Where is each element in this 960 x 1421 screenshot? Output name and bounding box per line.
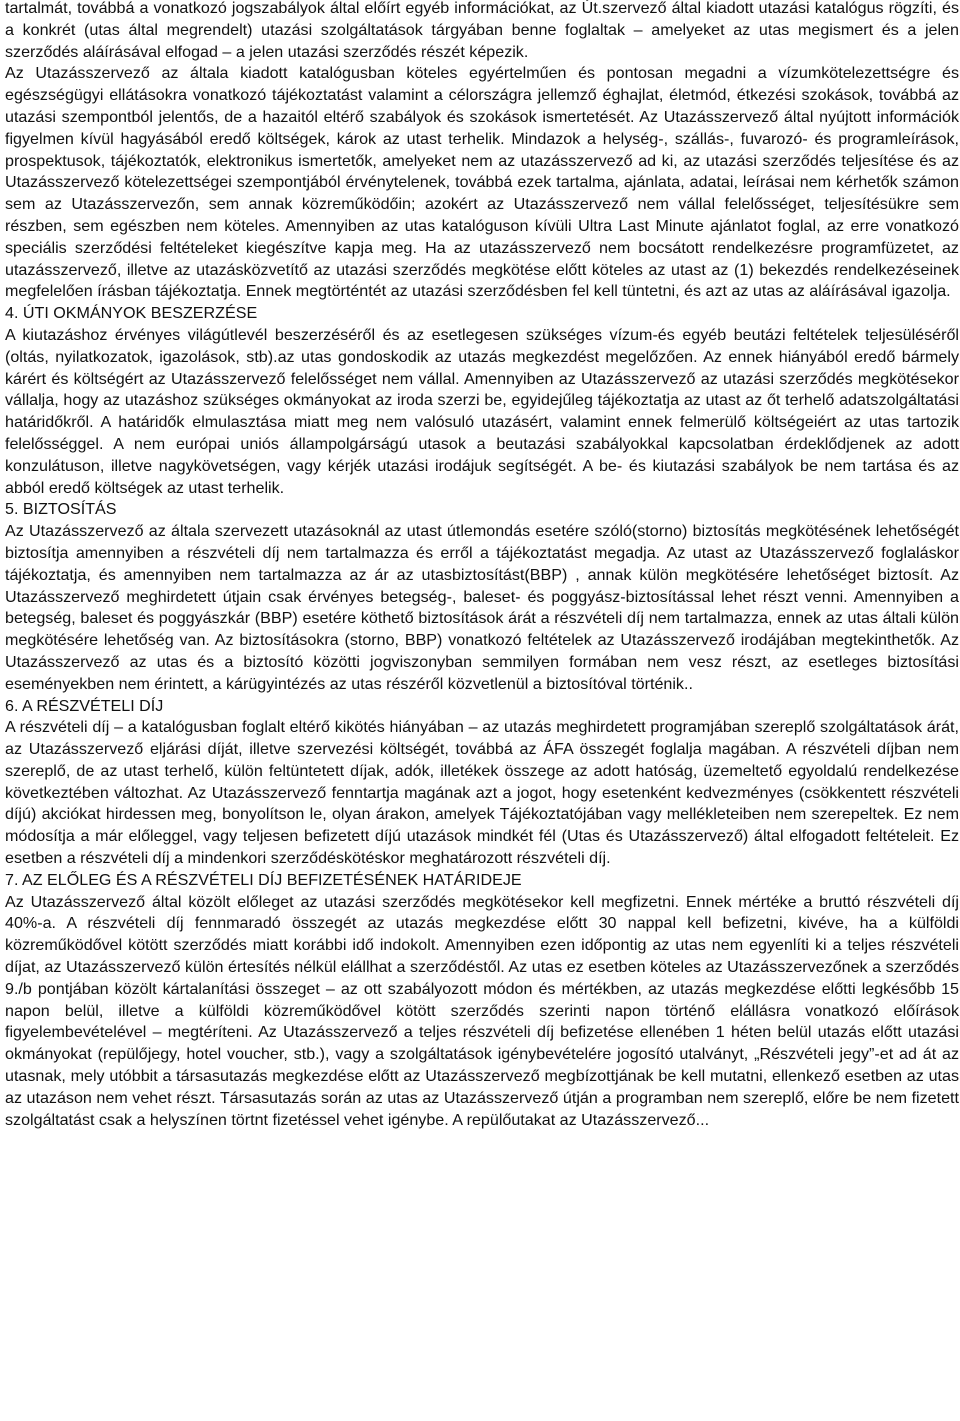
section-7-heading: 7. AZ ELŐLEG ÉS A RÉSZVÉTELI DÍJ BEFIZETÉSÉNEK HATÁRIDEJE xyxy=(5,870,522,889)
section-6-body: A részvételi díj – a katalógusban foglalt eltérő kikötés hiányában – az utazás meghirdetett programjában szereplő szolgáltatások árát, az Utazásszervező eljárási díját, illetve szervezési költségét, továbbá az ÁFA összegét foglalja magában. A részvételi díjban nem szereplő, de az utast terhelő, külön feltüntetett díjak, adók, illetékek összege az adott hatóság, üzemeltető egyoldalú rendelkezése következtében változhat. Az Utazásszervező fenntartja magának azt a jogot, hogy esetenként kedvezményes (csökkentett részvételi díjú) akciókat hirdessen meg, bonyolítson le, olyan árakon, amelyek Tájékoztatójában vagy mellékleteiben nem szerepeltek. Ez nem módosítja a már előleggel, vagy teljesen befizetett díjú utazások mindkét fél (Utas és Utazásszervező) által elfogadott feltételeit. Ez esetben a részvételi díj a mindenkori szerződéskötéskor meghatározott részvételi díj. xyxy=(5,718,959,868)
section-7-body: Az Utazásszervező által közölt előleget az utazási szerződés megkötésekor kell megfizetni. Ennek mértéke a bruttó részvételi díj 40%-a. A részvételi díj fennmaradó összegét az utazás megkezdése előtt 30 nappal kell befizetni, kivéve, ha a külföldi közreműködővel kötött szerződés miatt korábbi idő indokolt. Amennyiben ezen időpontig az utas nem egyenlíti ki a teljes részvételi díjat, az Utazásszervező külön értesítés nélkül elállhat a szerződéstől. Az utas ez esetben köteles az Utazásszervezőnek a szerződés 9./b pontjában közölt kártalanítási összeget – az ott szabályozott módon és mértékben, az utazás megkezdése előtti legkésőbb 15 napon belül, illetve a külföldi közreműködővel kötött szerződés szerinti napon történő elállásra vonatkozó előírások figyelembevételével – megtéríteni. Az Utazásszervező a teljes részvételi díj befizetése ellenében 1 héten belül utazás előtt utazási okmányokat (repülőjegy, hotel voucher, stb.), vagy a szolgáltatások igénybevételére jogosító utalványt, „Részvételi jegy”-et ad át az utasnak, mely utóbbit a társasutazás megkezdése előtt az Utazásszervező megbízottjának be kell mutatni, ellenkező esetben az utas az utazáson nem vehet részt. Társasutazás során az utas az Utazásszervező útján a programban nem szereplő, előre be nem fizetett szolgáltatást csak a helyszínen törtnt fizetéssel vehet igénybe. A repülőutakat az Utazásszervező... xyxy=(5,892,959,1129)
catalog-paragraph-part1: Az Utazásszervező az általa kiadott katalógusban köteles egyértelműen és pontosan megadni a vízumkötelezettségre és egészségügyi ellátásokra vonatkozó tájékoztatást valamint a célországra jellemző éghajlat, életmód, étkezési szokások, továbbá az utazási szempontból jelentős, de a hazaitól eltérő szabályok és szokások ismertetését. xyxy=(5,64,959,126)
intro-paragraph: tartalmát, továbbá a vonatkozó jogszabályok által előírt egyéb információkat, az Út.szervező által kiadott utazási katalógus rögzíti, és a konkrét (utas által megrendelt) utazási szolgáltatások tárgyában benne foglaltak – amelyeket az utas megismert és a jelen szerződés aláírásával elfogad – a jelen utazási szerződés részét képezik. xyxy=(5,0,959,61)
catalog-paragraph-part4: Amennyiben az utas katalóguson kívüli Ultra Last Minute ajánlatot foglal, az erre vonatkozó speciális szerződési feltételeket kiegészítve kapja meg. xyxy=(5,216,959,257)
section-4-body: A kiutazáshoz érvényes világútlevél beszerzéséről és az esetlegesen szükséges vízum-és egyéb beutázi feltételek teljesüléséről (oltás, nyilatkozatok, igazolások, stb).az utas gondoskodik az utazás megkezdést megelőzően. Az ennek hiányából eredő bármely kárért és költségért az Utazásszervező felelősséget nem vállal. Amennyiben az Utazásszervező az utazási szerződés megkötésekor vállalja, hogy az utazáshoz szükséges okmányokat az iroda szerzi be, egyidejűleg tájékoztatja az utast az őt terhelő adatszolgáltatási határidőkről. A határidők elmulasztása miatt meg nem valósuló utazásért, valamint ennek felmerülő költségeiért az utas tartozik felelősséggel. A nem európai uniós állampolgárságú utasok a beutazási szabályokkal kapcsolatban érdeklődjenek az adott konzulátuson, illetve nagykövetségen, vagy kérjék utazási irodájuk segítségét. A be- és kiutazási szabályok be nem tartása és az abból eredő költségek az utast terhelik. xyxy=(5,325,959,497)
section-5-heading: 5. BIZTOSÍTÁS xyxy=(5,500,117,519)
document-page xyxy=(5,0,959,1131)
catalog-paragraph-part6: Ennek megtörténtét az utazási szerződésben fel kell tüntetni, és azt az utas az aláírásával igazolja. xyxy=(245,282,951,301)
catalog-paragraph-part3: Mindazok a helység-, szállás-, fuvarozó- és programleírások, prospektusok, tájékoztatók, elektronikus ismertetők, amelyeket nem az utazásszervező ad ki, az utazási szerződés teljesítése és az Utazásszervező kötelezettségei szempontjából érvénytelenek, továbbá ezek tartalma, ajánlata, adatai, leírásai nem kérhetők számon sem az Utazásszervezőn, sem annak közreműködőin; azokért az Utazásszervező nem vállal felelősséget, teljesítésükre sem részben, sem egészben nem köteles. xyxy=(5,129,959,235)
section-4-heading: 4. ÚTI OKMÁNYOK BESZERZÉSE xyxy=(5,304,258,323)
catalog-paragraph xyxy=(5,63,959,303)
catalog-paragraph-part5: Ha az utazásszervező nem bocsátott rendelkezésre programfüzetet, az utazásszervező, illetve az utazásközvetítő az utazási szerződés megkötése előtt köteles az utast az (1) bekezdés rendelkezéseinek megfelelően írásban tájékoztatja. xyxy=(5,238,959,301)
catalog-paragraph-part2: Az Utazásszervező által nyújtott információk figyelmen kívül hagyásából eredő költségek, károk az utast terhelik. xyxy=(5,107,959,148)
section-5-body: Az Utazásszervező az általa szervezett utazásoknál az utast útlemondás esetére szóló(storno) biztosítás megkötésének lehetőségét biztosítja amennyiben a részvételi díj nem tartalmazza és erről a tájékoztatást megadja. Az utast az Utazásszervező foglaláskor tájékoztatja, és amennyiben nem tartalmazza az ár az utasbiztosítást(BBP) , annak külön megkötésére lehetőséget biztosít. Az Utazásszervező meghirdetett útjain csak érvényes betegség-, baleset- és poggyász-biztosítással lehet részt venni. Amennyiben a betegség, baleset és poggyászkár (BBP) esetére köthető biztosítások árát a részvételi díj nem tartalmazza, ennek az utas általi külön megkötésére lehetőség van. Az biztosításokra (storno, BBP) vonatkozó feltételek az Utazásszervező irodájában megtekinthetők. Az Utazásszervező az utas és a biztosító közötti jogviszonyban semmilyen formában nem vesz részt, az esetleges biztosítási eseményekben nem érintett, a kárügyintézés az utas részéről közvetlenül a biztosítóval történik.. xyxy=(5,522,959,693)
section-6-heading: 6. A RÉSZVÉTELI DÍJ xyxy=(5,696,164,715)
